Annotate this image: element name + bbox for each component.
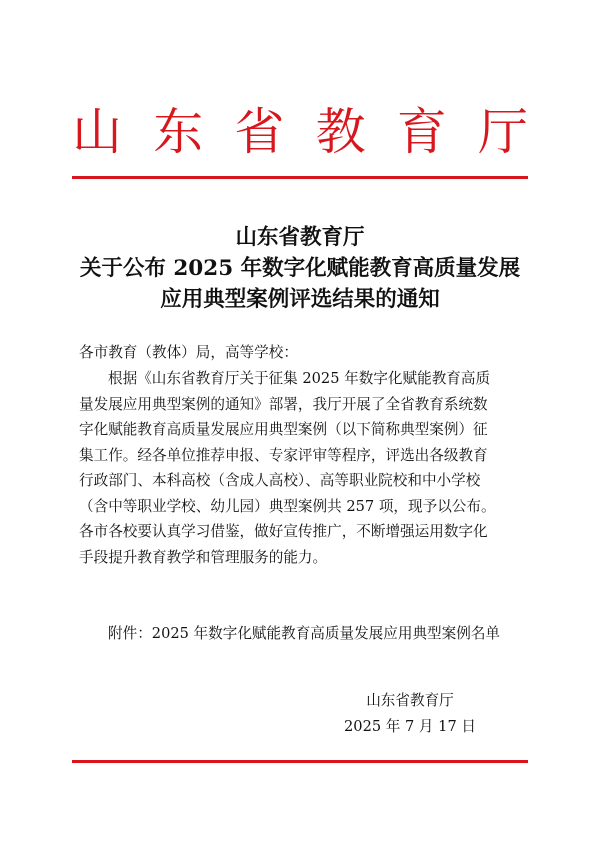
masthead-char: 山: [72, 103, 122, 161]
body-line: （含中等职业学校、幼儿园）典型案例共 257 项，现予以公布。: [79, 497, 496, 515]
masthead-char: 厅: [477, 103, 528, 161]
signature-date: 2025 年 7 月 17 日: [344, 718, 476, 735]
signature-organization: 山东省教育厅: [366, 692, 454, 709]
masthead-char: 教: [315, 103, 366, 161]
body-line: 字化赋能教育高质量发展应用典型案例（以下简称典型案例）征: [79, 421, 488, 438]
attachment-note: 附件：2025 年数字化赋能教育高质量发展应用典型案例名单: [108, 625, 501, 642]
body-line: 各市各校要认真学习借鉴，做好宣传推广，不断增强运用数字化: [79, 523, 488, 540]
masthead-title: [72, 100, 528, 164]
masthead-char: 东: [153, 103, 204, 161]
body-line: 集工作。经各单位推荐申报、专家评审等程序，评选出各级教育: [79, 446, 488, 464]
body-line: 行政部门、本科高校（含成人高校）、高等职业院校和中小学校: [79, 472, 481, 489]
body-paragraph: [79, 366, 531, 570]
body-line: 根据《山东省教育厅关于征集 2025 年数字化赋能教育高质: [108, 370, 491, 387]
footer-divider: [72, 760, 528, 763]
body-line: 量发展应用典型案例的通知》部署，我厅开展了全省教育系统数: [79, 395, 488, 413]
masthead-char: 省: [234, 103, 285, 161]
document-title: [60, 222, 540, 315]
body-line: 手段提升教育教学和管理服务的能力。: [79, 548, 328, 566]
title-line: 关于公布 2025 年数字化赋能教育高质量发展: [79, 256, 521, 281]
title-line: 应用典型案例评选结果的通知: [160, 287, 440, 312]
title-line: 山东省教育厅: [235, 225, 365, 250]
masthead-char: 育: [396, 103, 447, 161]
salutation: 各市教育（教体）局，高等学校：: [79, 344, 298, 361]
masthead-divider: [72, 176, 528, 179]
